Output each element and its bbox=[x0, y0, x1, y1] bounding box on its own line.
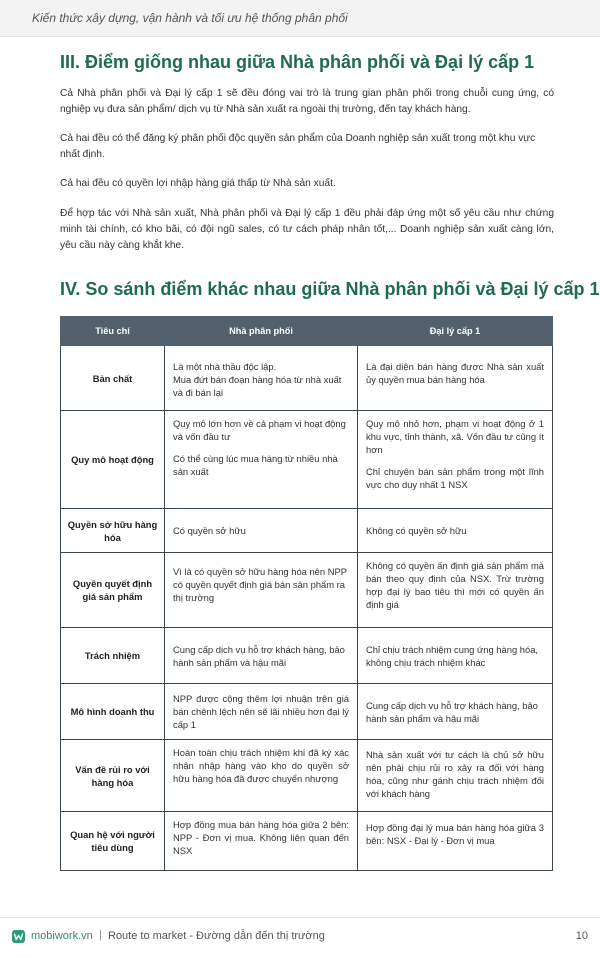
cell-text: Nhà sản xuất với tư cách là chủ sở hữu nên phải chịu rủi ro xảy ra đối với hàng hóa, cũng như gánh chịu trách nhiệm đối với khách hàng bbox=[366, 749, 544, 799]
section-3-paragraph: Cả hai đều có quyền lợi nhập hàng giá thấp từ Nhà sản xuất. bbox=[60, 178, 336, 189]
agent-cell bbox=[358, 628, 553, 684]
cell-text: Có thể cùng lúc mua hàng từ nhiều nhà sản xuất bbox=[173, 453, 338, 477]
agent-cell bbox=[358, 740, 553, 812]
header-criterion: Tiêu chí bbox=[61, 317, 165, 346]
distributor-cell bbox=[165, 740, 358, 812]
cell-text: Có quyền sở hữu bbox=[173, 525, 246, 536]
table-header-row bbox=[61, 317, 553, 346]
table-row bbox=[61, 411, 553, 509]
criterion-cell: Quan hệ với người tiêu dùng bbox=[61, 812, 165, 871]
page-header bbox=[0, 0, 600, 37]
criterion-cell: Bản chất bbox=[61, 346, 165, 411]
cell-text: Quy mô lớn hơn về cả phạm vi hoạt động và vốn đầu tư bbox=[173, 418, 346, 442]
distributor-cell bbox=[165, 346, 358, 411]
table-row bbox=[61, 509, 553, 553]
table-row bbox=[61, 684, 553, 740]
footer-tagline: Route to market - Đường dẫn đến thị trường bbox=[108, 930, 325, 942]
cell-text: Cung cấp dịch vụ hỗ trợ khách hàng, bảo hành sản phẩm và hậu mãi bbox=[366, 699, 538, 724]
cell-text: Chỉ chuyên bán sản phẩm trong một lĩnh vực cho duy nhất 1 NSX bbox=[366, 466, 544, 490]
cell-text: Hợp đồng mua bán hàng hóa giữa 2 bên: NPP - Đơn vị mua. Không liên quan đến NSX bbox=[173, 819, 349, 856]
table-row bbox=[61, 740, 553, 812]
agent-cell bbox=[358, 684, 553, 740]
table-row bbox=[61, 346, 553, 411]
section-4-title: IV. So sánh điểm khác nhau giữa Nhà phân phối và Đại lý cấp 1 bbox=[60, 279, 600, 299]
comparison-table bbox=[60, 316, 553, 871]
cell-text: Không có quyền sở hữu bbox=[366, 525, 467, 536]
criterion-cell: Quyền quyết định giá sản phẩm bbox=[61, 553, 165, 628]
cell-text: Hợp đồng đại lý mua bán hàng hóa giữa 3 bên: NSX - Đại lý - Đơn vị mua bbox=[366, 822, 544, 846]
criterion-cell: Quy mô hoạt động bbox=[61, 411, 165, 509]
footer-separator: | bbox=[99, 929, 102, 941]
mobiwork-logo-icon bbox=[12, 930, 25, 943]
table-row bbox=[61, 553, 553, 628]
distributor-cell bbox=[165, 812, 358, 871]
table-row bbox=[61, 628, 553, 684]
criterion-cell: Quyền sở hữu hàng hóa bbox=[61, 509, 165, 553]
distributor-cell bbox=[165, 509, 358, 553]
footer-brand-link[interactable]: mobiwork.vn bbox=[31, 930, 93, 942]
cell-text: Vì là có quyền sở hữu hàng hóa nên NPP có quyền quyết định giá bán sản phẩm ra thị trường bbox=[173, 566, 347, 603]
cell-text: Cung cấp dịch vụ hỗ trợ khách hàng, bảo hành sản phẩm và hậu mãi bbox=[173, 643, 345, 668]
cell-text: Hoàn toàn chịu trách nhiệm khi đã ký xác nhận nhập hàng vào kho do quyền sở hữu hàng hóa đã được chuyển nhượng bbox=[173, 747, 349, 784]
agent-cell bbox=[358, 553, 553, 628]
section-3-title: III. Điểm giống nhau giữa Nhà phân phối và Đại lý cấp 1 bbox=[60, 52, 535, 72]
distributor-cell bbox=[165, 411, 358, 509]
footer-divider bbox=[0, 917, 600, 918]
header-distributor: Nhà phân phối bbox=[165, 317, 358, 346]
criterion-cell: Vấn đề rủi ro với hàng hóa bbox=[61, 740, 165, 812]
distributor-cell bbox=[165, 684, 358, 740]
criterion-cell: Mô hình doanh thu bbox=[61, 684, 165, 740]
criterion-cell: Trách nhiệm bbox=[61, 628, 165, 684]
distributor-cell bbox=[165, 628, 358, 684]
table-row bbox=[61, 812, 553, 871]
distributor-cell bbox=[165, 553, 358, 628]
page-number: 10 bbox=[575, 930, 588, 942]
section-3-paragraph: Cả hai đều có thể đăng ký phân phối độc quyền sản phẩm của Doanh nghiệp sản xuất trong một khu vực nhất định. bbox=[60, 133, 536, 160]
cell-text: Là đại diện bán hàng được Nhà sản xuất ủy quyền mua bán hàng hóa bbox=[366, 361, 544, 385]
cell-text: Không có quyền ấn định giá sản phẩm mà bán theo quy định của NSX. Trừ trường hợp đại lý bao tiêu thì mới có quyền ấn định giá bbox=[366, 560, 544, 610]
cell-text: Là một nhà thầu độc lập. bbox=[173, 361, 277, 372]
section-3-paragraph: Cả Nhà phân phối và Đại lý cấp 1 sẽ đều đóng vai trò là trung gian phân phối trong chuỗi cung ứng, có nghiệp vụ đưa sản phẩm/ dịch vụ từ Nhà sản xuất ra ngoài thị trường, đến tay khách hàng. bbox=[60, 88, 554, 115]
section-3-paragraph: Để hợp tác với Nhà sản xuất, Nhà phân phối và Đại lý cấp 1 đều phải đáp ứng một số yêu cầu như chứng minh tài chính, có kho bãi, có đội ngũ sales, có tư cách pháp nhân tốt,... Doanh nghiệp sản xuất càng lớn, yêu cầu này càng khắt khe. bbox=[60, 208, 554, 251]
header-title: Kiến thức xây dựng, vận hành và tối ưu hệ thống phân phối bbox=[32, 11, 348, 25]
cell-text: NPP được cộng thêm lợi nhuận trên giá bán chênh lệch nên sẽ lãi nhiều hơn đại lý cấp 1 bbox=[173, 693, 349, 730]
agent-cell bbox=[358, 509, 553, 553]
cell-text: Chỉ chịu trách nhiệm cung ứng hàng hóa, không chịu trách nhiệm khác bbox=[366, 643, 539, 668]
agent-cell bbox=[358, 346, 553, 411]
cell-text: Quy mô nhỏ hơn, phạm vi hoạt động ở 1 khu vực, tỉnh thành, xã. Vốn đầu tư cũng ít hơn bbox=[366, 418, 544, 455]
header-agent: Đại lý cấp 1 bbox=[358, 317, 553, 346]
agent-cell bbox=[358, 812, 553, 871]
agent-cell bbox=[358, 411, 553, 509]
cell-text: Mua đứt bán đoạn hàng hóa từ nhà xuất và đi bán lại bbox=[173, 374, 342, 398]
